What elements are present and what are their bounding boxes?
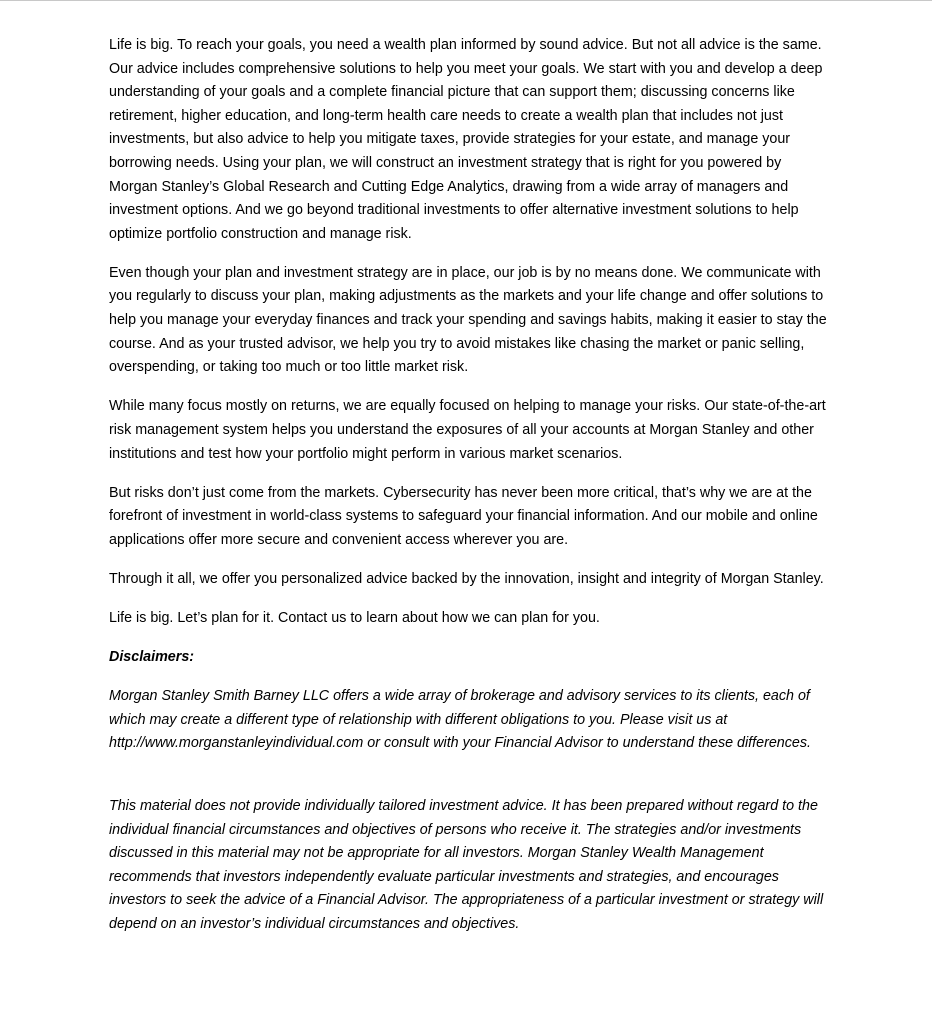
body-paragraph-5: Through it all, we offer you personalized advice backed by the innovation, insight and integrity of Morgan Stanley. [109,570,824,587]
blank-line [109,771,827,795]
body-paragraph-1: Life is big. To reach your goals, you need a wealth plan informed by sound advice. But not all advice is the same. Our advice includes comprehensive solutions to help you meet your goals. We start with you and develop a deep understanding of your goals and a complete financial picture that can support them; discussing concerns like retirement, higher education, and long-term health care needs to create a wealth plan that includes not just investments, but also advice to help you mitigate taxes, provide strategies for your estate, and manage your borrowing needs. Using your plan, we will construct an investment strategy that is right for you powered by Morgan Stanley’s Global Research and Cutting Edge Analytics, drawing from a wide array of managers and investment options. And we go beyond traditional investments to offer alternative investment solutions to help optimize portfolio construction and manage risk. [109,37,823,242]
disclaimer-paragraph-2: This material does not provide individually tailored investment advice. It has been prepared without regard to the individual financial circumstances and objectives of persons who receive it. The strategies and/or investments discussed in this material may not be appropriate for all investors. Morgan Stanley Wealth Management recommends that investors independently evaluate particular investments and strategies, and encourages investors to seek the advice of a Financial Advisor. The appropriateness of a particular investment or strategy will depend on an investor’s individual circumstances and objectives. [109,798,824,932]
body-paragraph-3: While many focus mostly on returns, we are equally focused on helping to manage your risks. Our state-of-the-art risk management system helps you understand the exposures of all your accounts at Morgan Stanley and other institutions and test how your portfolio might perform in various market scenarios. [109,398,826,462]
disclaimers-heading: Disclaimers: [109,649,195,666]
body-paragraph-2: Even though your plan and investment strategy are in place, our job is by no means done. We communicate with you regularly to discuss your plan, making adjustments as the markets and your life change and offer solutions to help you manage your everyday finances and track your spending and savings habits, making it easier to stay the course. And as your trusted advisor, we help you try to avoid mistakes like chasing the market or panic selling, overspending, or taking too much or too little market risk. [109,264,827,376]
body-paragraph-4: But risks don’t just come from the markets. Cybersecurity has never been more critical, that’s why we are at the forefront of investment in world-class systems to safeguard your financial information. And our mobile and online applications offer more secure and convenient access wherever you are. [109,484,818,548]
page-top-border [0,0,932,1]
body-paragraph-6: Life is big. Let’s plan for it. Contact us to learn about how we can plan for you. [109,609,600,626]
document-page [109,34,827,952]
disclaimer-paragraph-1: Morgan Stanley Smith Barney LLC offers a wide array of brokerage and advisory services to its clients, each of which may create a different type of relationship with different obligations to you. Please visit us at http://www.morganstanleyindividual.com or consult with your Financial Advisor to understand these differences. [109,688,811,752]
